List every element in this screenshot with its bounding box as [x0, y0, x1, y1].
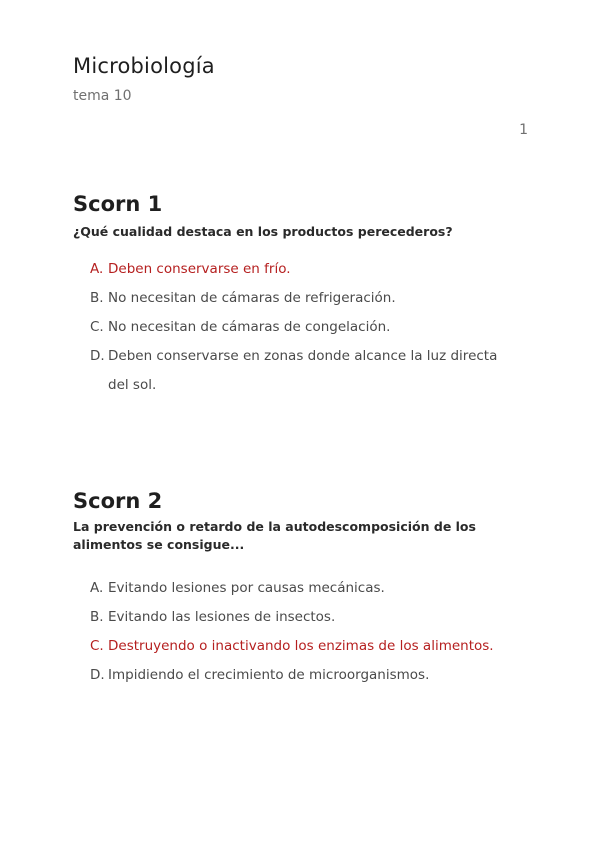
- option-text: Evitando lesiones por causas mecánicas.: [108, 580, 385, 596]
- option-text: Destruyendo o inactivando los enzimas de los alimentos.: [108, 638, 494, 654]
- answer-option-b[interactable]: [73, 284, 513, 313]
- option-letter: C.: [90, 638, 104, 654]
- option-letter: B.: [90, 290, 104, 306]
- document-title: Microbiología: [73, 54, 215, 78]
- question-text: La prevención o retardo de la autodescomposición de los alimentos se consigue...: [73, 519, 476, 552]
- option-text: Impidiendo el crecimiento de microorganismos.: [108, 667, 430, 683]
- option-text: Evitando las lesiones de insectos.: [108, 609, 336, 625]
- answer-option-c[interactable]: [73, 632, 513, 661]
- quiz-section-1: [73, 190, 513, 400]
- page-number: 1: [519, 122, 528, 138]
- answer-options: [73, 255, 513, 400]
- document-subtitle: tema 10: [73, 88, 132, 104]
- answer-option-b[interactable]: [73, 603, 513, 632]
- option-letter: D.: [90, 667, 105, 683]
- answer-options: [73, 574, 513, 690]
- option-letter: A.: [90, 580, 104, 596]
- section-title: Scorn 1: [73, 192, 163, 216]
- answer-option-a[interactable]: [73, 255, 513, 284]
- option-letter: A.: [90, 261, 104, 277]
- option-text: No necesitan de cámaras de congelación.: [108, 319, 391, 335]
- option-text: Deben conservarse en frío.: [108, 261, 291, 277]
- section-title: Scorn 2: [73, 489, 163, 513]
- answer-option-d[interactable]: [73, 661, 513, 690]
- answer-option-a[interactable]: [73, 574, 513, 603]
- answer-option-c[interactable]: [73, 313, 513, 342]
- option-letter: B.: [90, 609, 104, 625]
- answer-option-d[interactable]: [73, 342, 513, 400]
- option-text: No necesitan de cámaras de refrigeración.: [108, 290, 396, 306]
- question-text: ¿Qué cualidad destaca en los productos perecederos?: [73, 224, 453, 239]
- option-letter: D.: [90, 348, 105, 364]
- quiz-section-2: [73, 487, 513, 690]
- option-letter: C.: [90, 319, 104, 335]
- option-text: Deben conservarse en zonas donde alcance la luz directa del sol.: [108, 348, 498, 393]
